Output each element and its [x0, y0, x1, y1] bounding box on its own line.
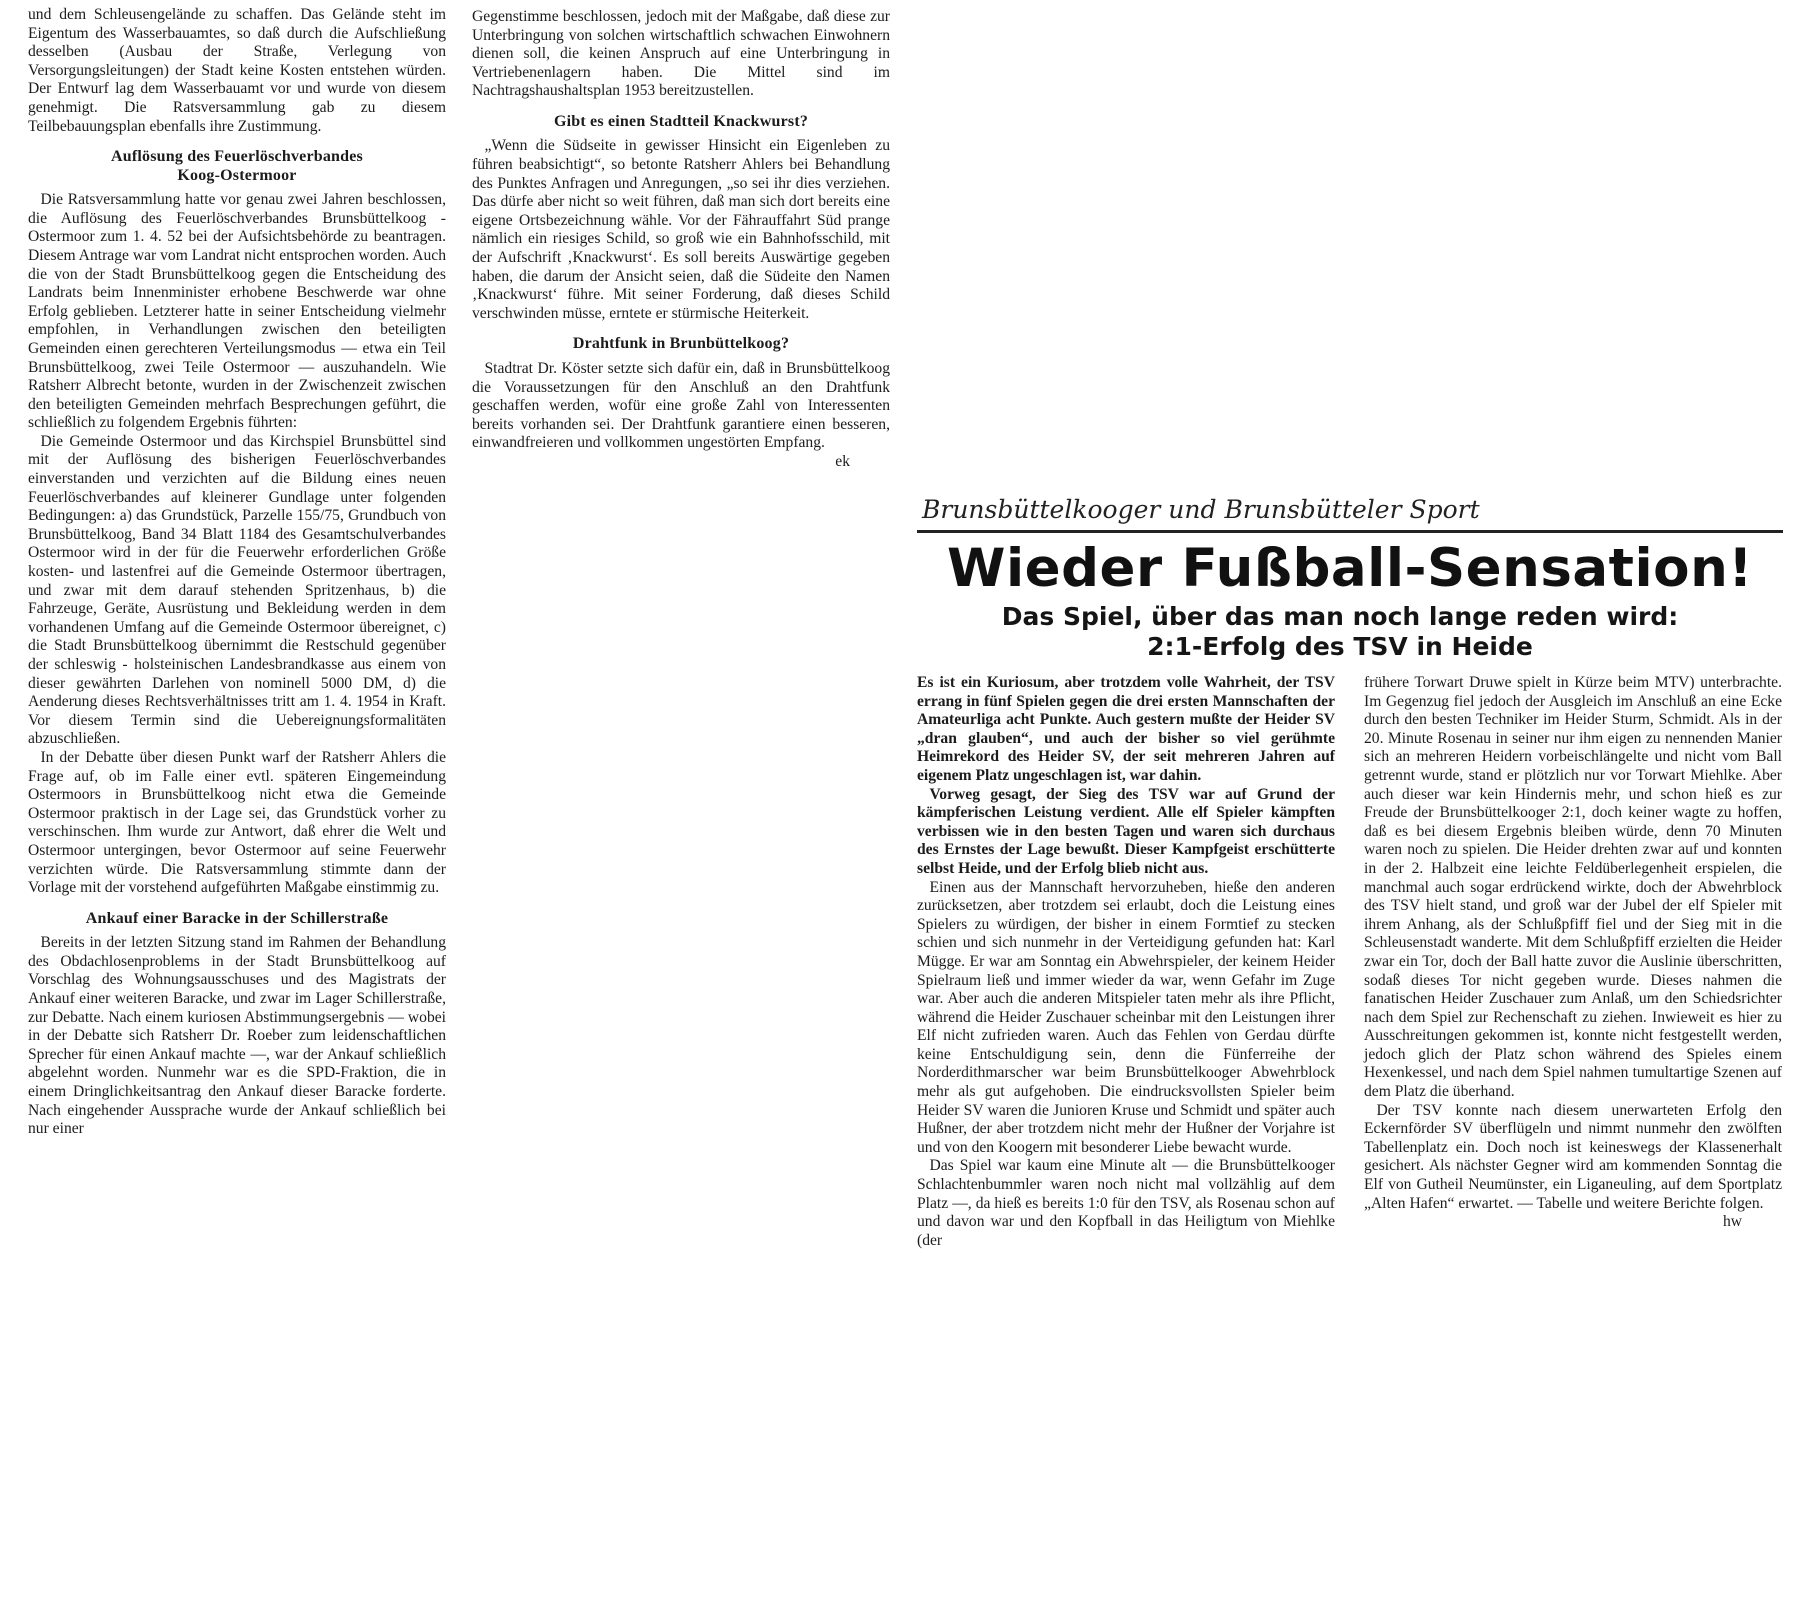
paragraph-feuer-3: In der Debatte über diesen Punkt warf der Ratsherr Ahlers die Frage auf, ob im Falle einer evtl. späteren Eingemeindung Ostermoors in Brunsbüttelkoog nicht etwa die Gemeinde Ostermoor praktisch in der Lage sei, das Grundstück vorher zu verschinschen. Ihm wurde zur Antwort, daß ehrer die Welt und Ostermoor untergingen, bevor Ostermoor auf seine Feuerwehr verzichten würde. Die Ratsversammlung stimmte dann der Vorlage mit der vorstehend aufgeführten Maßgabe einstimmig zu.: [28, 748, 446, 897]
heading-baracke: Ankauf einer Baracke in der Schillerstraße: [85, 909, 389, 927]
sport-subheadline: [940, 602, 1740, 662]
paragraph-feuer-1: Die Ratsversammlung hatte vor genau zwei Jahren beschlossen, die Auflösung des Feuerlöschverbandes Brunsbüttelkoog - Ostermoor zum 1. 4. 52 bei der Aufsichtsbehörde zu beantragen. Diesem Antrage war vom Landrat nicht entsprochen worden. Auch die von der Stadt Brunsbüttelkoog gegen die Entscheidung des Landrats beim Innenminister erhobene Beschwerde war ohne Erfolg geblieben. Letzterer hatte in seiner Entscheidung vielmehr empfohlen, in Verhandlungen zwischen den beteiligten Gemeinden einen gerechteren Verteilungsmodus — etwa ein Teil Brunsbüttelkoog, zwei Teile Ostermoor — auszuhandeln. Wie Ratsherr Albrecht betonte, wurden in der Zwischenzeit zwischen den beteiligten Gemeinden mehrfach Besprechungen geführt, die schließlich zu folgendem Ergebnis führten:: [28, 191, 446, 432]
signature-hw: hw: [1722, 1213, 1742, 1231]
sport-section-rule: [917, 530, 1783, 533]
sport-subheadline-line-1: Das Spiel, über das man noch lange reden wird:: [1001, 602, 1679, 631]
sport-article-column-1: [917, 674, 1335, 1250]
sport-article-column-2: [1364, 674, 1782, 1232]
heading-drahtfunk: Drahtfunk in Brunbüttelkoog?: [572, 335, 790, 353]
sport-paragraph-muegge: Einen aus der Mannschaft hervorzuheben, hieße den anderen zurücksetzen, aber trotzdem sei erlaubt, doch die Leistung eines Spielers zu würdigen, der bisher in einem Formtief zu stecken schien und sich nunmehr in der Verteidigung gefunden hat: Karl Mügge. Er war am Sonntag ein Abwehrspieler, der keinem Heider Spielraum ließ und immer wieder da war, wenn Gefahr im Zuge war. Aber auch die anderen Mitspieler taten mehr als ihre Pflicht, während die Heider Zuschauer scheinbar mit den Leistungen ihrer Elf nicht zufrieden waren. Auch das Fehlen von Gerdau dürfte keine Entschuldigung sein, denn die Fünferreihe der Norderdithmarscher war beim Brunsbüttelkooger Abwehrblock mehr als gut aufgehoben. Die eindrucksvollsten Spieler beim Heider SV waren die Junioren Kruse und Schmidt und später auch Hußner, der aber trotzdem nicht mehr der Hußner der Vorjahre ist und von den Koogern mit besonderer Liebe bewacht wurde.: [917, 878, 1335, 1156]
council-report-column-2: [472, 8, 890, 471]
sport-lead-paragraph-1: Es ist ein Kuriosum, aber trotzdem volle Wahrheit, der TSV errang in fünf Spielen gegen die drei ersten Mannschaften der Amateurliga acht Punkte. Auch gestern mußte der Heider SV „dran glauben“, und auch der bisher so viel gerühmte Heimrekord des Heider SV, der seit mehreren Jahren auf eigenem Platz ungeschlagen ist, war dahin.: [917, 674, 1335, 784]
paragraph-drahtfunk: Stadtrat Dr. Köster setzte sich dafür ein, daß in Brunsbüttelkoog die Voraussetzungen für den Anschluß an den Drahtfunk geschaffen werden, wofür eine große Zahl von Interessenten bereits vorhanden sei. Der Drahtfunk garantiere einen besseren, einwandfreieren und vollkommen ungestörten Empfang.: [472, 359, 890, 452]
sport-paragraph-table: Der TSV konnte nach diesem unerwarteten Erfolg den Eckernförder SV überflügeln und nimmt nunmehr den zwölften Tabellenplatz ein. Doch noch ist keineswegs der Klassenerhalt gesichert. Als nächster Gegner wird am kommenden Sonntag die Elf von Gutheil Neumünster, ein Liganeuling, auf dem Sportplatz „Alten Hafen“ erwartet. — Tabelle und weitere Berichte folgen.: [1364, 1101, 1782, 1212]
sport-subheadline-line-2: 2:1-Erfolg des TSV in Heide: [1147, 632, 1533, 661]
sport-paragraph-match-course: frühere Torwart Druwe spielt in Kürze beim MTV) unterbrachte. Im Gegenzug fiel jedoch der Ausgleich im Anschluß an eine Ecke durch den besten Techniker im Heider Sturm, Schmidt. Als in der 20. Minute Rosenau in seiner nur ihm eigen zu nennenden Manier sich an mehreren Heidern vorbeischlängelte und nicht vom Ball getrennt wurde, stand er plötzlich nur vor Torwart Miehlke. Aber auch dieser war kein Hindernis mehr, und schon hieß es zur Freude der Brunsbüttelkooger 2:1, doch keiner wagte zu hoffen, daß es bei diesem Ergebnis bleiben würde, denn 70 Minuten waren noch zu spielen. Die Heider drehten zwar auf und konnten in der 2. Halbzeit eine leichte Feldüberlegenheit erspielen, die manchmal auch sogar erdrückend wirkte, doch der Abwehrblock des TSV hielt stand, und groß war der Jubel der elf Spieler mit ihrem Anhang, als der Schlußpfiff fiel und der Sieg mit in die Schleusenstadt wanderte. Mit dem Schlußpfiff erzielten die Heider zwar ein Tor, doch der Ball hatte zuvor die Auslinie überschritten, sodaß dieses Tor nicht gegeben wurde. Dieses nahmen die fanatischen Heider Zuschauer zum Anlaß, um den Schiedsrichter nach dem Spiel zur Rechenschaft zu ziehen. Inwieweit es hier zu Ausschreitungen gekommen ist, konnte nicht festgestellt werden, jedoch glich der Platz schon während des Spieles einem Hexenkessel, und nach dem Spiel nahmen tumultartige Szenen auf dem Platz die überhand.: [1364, 674, 1782, 1101]
council-report-column-1: [28, 6, 446, 1139]
paragraph-baracke: Bereits in der letzten Sitzung stand im Rahmen der Behandlung des Obdachlosenproblems in der Stadt Brunsbüttelkoog auf Vorschlag des Wohnungsausschuses und des Magistrats der Ankauf einer weiteren Baracke, und zwar im Lager Schillerstraße, zur Debatte. Nach einem kuriosen Abstimmungsergebnis — wobei in der Debatte sich Ratsherr Dr. Roeber zum leidenschaftlichen Sprecher für einen Ankauf machte —, war der Ankauf schließlich abgelehnt worden. Nunmehr war es die SPD-Fraktion, die in einem Dringlichkeitsantrag den Ankauf dieser Baracke forderte. Nach eingehender Aussprache wurde der Ankauf schließlich bei nur einer: [28, 934, 446, 1138]
heading-feuerloeschverband: [28, 148, 446, 185]
paragraph-feuer-2: Die Gemeinde Ostermoor und das Kirchspiel Brunsbüttel sind mit der Auflösung des bisherigen Feuerlöschverbandes einverstanden und verzichten auf die Bildung eines neuen Feuerlöschverbandes auf kleinerer Gundlage unter folgenden Bedingungen: a) das Grundstück, Parzelle 155/75, Grundbuch von Brunsbüttelkoog, Band 34 Blatt 1184 des Gesamtschulverbandes Ostermoor wird in der für die Feuerwehr erforderlichen Größe kosten- und lastenfrei auf die Gemeinde Ostermoor übertragen, und zwar mit dem darauf stehenden Spritzenhaus, b) die Fahrzeuge, Geräte, Ausrüstung und Bekleidung werden in dem vorhandenen Umfang auf die Gemeinde Ostermoor übereignet, c) die Stadt Brunsbüttelkoog übernimmt die Restschuld gegenüber der schleswig - holsteinischen Landesbrandkasse aus einem von dieser gewährten Darlehen von nominell 5000 DM, d) die Aenderung dieses Rechtsverhältnisses tritt am 1. 4. 1954 in Kraft. Vor diesem Termin sind die Uebereignungsformalitäten abzuschließen.: [28, 432, 446, 748]
paragraph-schleusengelaende: und dem Schleusengelände zu schaffen. Das Gelände steht im Eigentum des Wasserbauamtes, so daß durch die Aufschließung desselben (Ausbau der Straße, Verlegung von Versorgungsleitungen) der Stadt keine Kosten entstehen würden. Der Entwurf lag dem Wasserbauamt vor und wurde von diesem genehmigt. Die Ratsversammlung gab zu diesem Teilbebauungsplan ebenfalls ihre Zustimmung.: [28, 6, 446, 135]
paragraph-baracke-continued: Gegenstimme beschlossen, jedoch mit der Maßgabe, daß diese zur Unterbringung von solchen wirtschaftlich schwachen Einwohnern dienen soll, die keinen Anspruch auf eine Unterbringung in Vertriebenenlagern haben. Die Mittel sind im Nachtragshaushaltsplan 1953 bereitzustellen.: [472, 8, 890, 100]
sport-section-kicker: Brunsbüttelkooger und Brunsbütteler Sport: [922, 495, 1480, 524]
sport-headline: Wieder Fußball-Sensation!: [947, 538, 1753, 599]
heading-feuerloeschverband-line-2: Koog-Ostermoor: [177, 166, 297, 184]
sport-lead-paragraph-2: Vorweg gesagt, der Sieg des TSV war auf Grund der kämpferischen Leistung verdient. Alle elf Spieler kämpften verbissen wie in den besten Tagen und waren sich durchaus des Ernstes der Lage bewußt. Dieser Kampfgeist erschütterte selbst Heide, und der Erfolg blieb nicht aus.: [917, 785, 1335, 877]
signature-ek: ek: [835, 452, 850, 470]
paragraph-knackwurst: „Wenn die Südseite in gewisser Hinsicht ein Eigenleben zu führen beabsichtigt“, so betonte Ratsherr Ahlers bei Behandlung des Punktes Anfragen und Anregungen, „so sei ihr dies verziehen. Das dürfe aber nicht so weit führen, daß man sich dort bereits eine eigene Ortsbezeichnung wähle. Vor der Fährauffahrt Süd prange nämlich ein riesiges Schild, so groß wie ein Bahnhofsschild, mit der Aufschrift ‚Knackwurst‘. Es soll bereits Auswärtige gegeben haben, die darum der Ansicht seien, daß die Südeite den Namen ‚Knackwurst‘ führe. Mit seiner Forderung, daß dieses Schild verschwinden müsse, erntete er stürmische Heiterkeit.: [472, 137, 890, 322]
heading-feuerloeschverband-line-1: Auflösung des Feuerlöschverbandes: [111, 148, 363, 166]
heading-knackwurst: Gibt es einen Stadtteil Knackwurst?: [553, 112, 809, 130]
sport-paragraph-first-minute: Das Spiel war kaum eine Minute alt — die Brunsbüttelkooger Schlachtenbummler waren noch nicht mal vollzählig auf dem Platz —, da hieß es bereits 1:0 für den TSV, als Rosenau schon auf und davon war und den Kopfball in das Heiligtum von Miehlke (der: [917, 1157, 1335, 1249]
